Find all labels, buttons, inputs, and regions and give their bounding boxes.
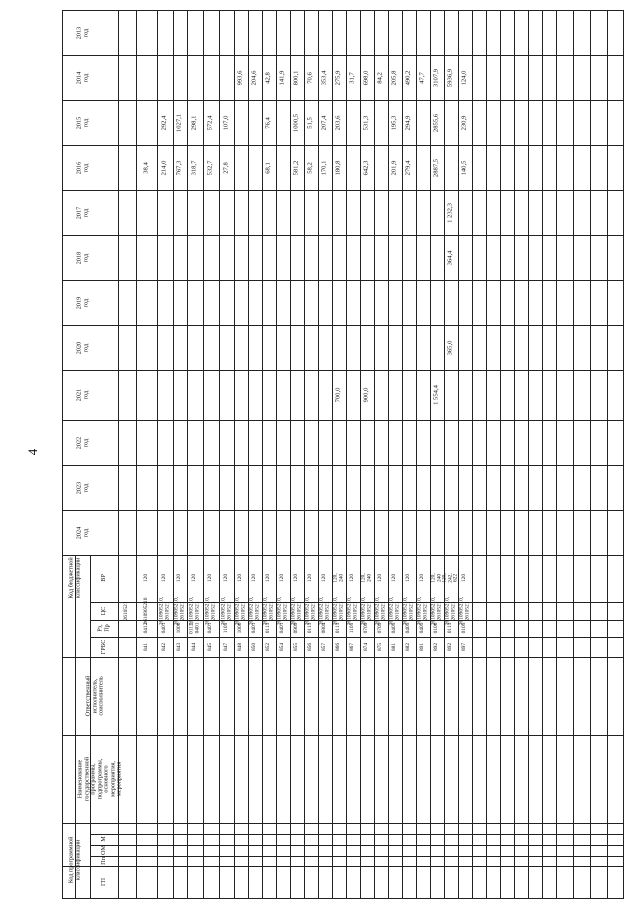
cell-cs: 2610905210, 2610521 [458, 596, 470, 626]
header-year-2018: 2018 год [75, 251, 89, 264]
cell-cs: 2610905210, 2610521 [304, 596, 316, 626]
cell-rzpr: 0401 [207, 622, 214, 634]
cell-cs: 2610905210, 2610521 [332, 596, 344, 626]
cell-cs: 2610905210, 2610521 [290, 596, 302, 626]
cell-vr: 120 [391, 573, 398, 583]
cell-value-2016: 180,8 [334, 160, 342, 175]
header-pgp: Пп [99, 857, 107, 865]
row-line [173, 10, 174, 898]
column-line [62, 100, 623, 101]
cell-value-2014: 47,7 [418, 71, 426, 84]
row-line [607, 10, 608, 898]
row-line [388, 10, 389, 898]
cell-cs: 2610905210, 2610521 [262, 596, 274, 626]
column-line [90, 856, 623, 857]
cell-cs: 2610905210 [142, 597, 149, 625]
column-line [90, 834, 623, 835]
column-line [62, 420, 623, 421]
cell-value-2018: 364,4 [446, 250, 454, 265]
cell-value-2015: 531,3 [362, 115, 370, 130]
cell-vr: 120 [293, 573, 300, 583]
cell-vr: 120 [265, 573, 272, 583]
cell-rzpr: 1105 [349, 622, 356, 634]
cell-vr: 120 [161, 573, 168, 583]
cell-grbs: 897 [461, 642, 468, 652]
cell-value-2016: 38,4 [142, 161, 150, 174]
row-line [514, 10, 515, 898]
cell-vr: 120 [321, 573, 328, 583]
header-name: Наименование государственной программы, подпрограммы, основного мероприятия, мероприятия [76, 756, 123, 802]
row-line [590, 10, 591, 898]
column-line [62, 145, 623, 146]
cell-cs: 2610905210, 2610521 [374, 596, 386, 626]
cell-grbs: 856 [307, 642, 314, 652]
column-line [62, 510, 623, 511]
cell-value-2016: 58,2 [306, 161, 314, 174]
row-line [318, 10, 319, 898]
cell-grbs: 854 [279, 642, 286, 652]
row-line [360, 10, 361, 898]
row-line [430, 10, 431, 898]
column-line [90, 637, 623, 638]
cell-rzpr: 0106 [433, 622, 440, 634]
cell-value-2015: 207,4 [320, 115, 328, 130]
row-line [472, 10, 473, 898]
row-line [304, 10, 305, 898]
cell-value-2020: 365,0 [446, 340, 454, 355]
row-line [500, 10, 501, 898]
cell-value-2017: 1 232,3 [446, 202, 454, 223]
cell-grbs: 855 [293, 642, 300, 652]
cell-grbs: 842 [161, 642, 168, 652]
cell-vr: 120 [222, 573, 229, 583]
cell-cs: 2610905210, 2610521 [360, 596, 372, 626]
header-year-2022: 2022 год [75, 436, 89, 449]
column-line [62, 325, 623, 326]
cell-value-2014: 70,6 [306, 71, 314, 84]
row-line [374, 10, 375, 898]
cell-vr: 120 [191, 573, 198, 583]
header-om: ОМ [99, 845, 107, 855]
cell-vr: 120 [207, 573, 214, 583]
row-line [444, 10, 445, 898]
column-line [62, 55, 623, 56]
row-line [402, 10, 403, 898]
row-line [136, 10, 137, 898]
cell-cs: 2610905210, 2610521 [416, 596, 428, 626]
row-line [203, 10, 204, 898]
cell-vr: 120 [176, 573, 183, 583]
cell-value-2015: 1000,5 [292, 113, 300, 132]
column-line [62, 370, 623, 371]
cell-value-2016: 2887,5 [432, 158, 440, 177]
cell-vr: 120, 240 [430, 573, 442, 583]
cell-value-2015: 230,9 [460, 115, 468, 130]
cell-value-2014: 141,9 [278, 70, 286, 85]
column-line [62, 823, 623, 824]
column-line [90, 845, 623, 846]
header-year-2021: 2021 год [75, 388, 89, 402]
header-vr: ВР [99, 574, 107, 582]
cell-grbs: 841 [142, 642, 149, 652]
column-line [62, 465, 623, 466]
row-line [528, 10, 529, 898]
header-gp: ГП [99, 877, 107, 887]
table-border [623, 10, 624, 899]
cell-cs: 2610905210, 2610521 [248, 596, 260, 626]
cell-value-2014: 42,8 [264, 71, 272, 84]
cell-cs: 2610905210, 2610521 [276, 596, 288, 626]
cell-value-2014: 275,9 [334, 70, 342, 85]
cell-value-2021: 1 554,4 [432, 385, 440, 405]
cell-rzpr: 0412 [142, 622, 149, 634]
row-line [187, 10, 188, 898]
cell-rzpr: 0405 [419, 622, 426, 634]
cell-value-2015: 76,4 [264, 116, 272, 129]
cell-cs: 2610905210, 2610521 [318, 596, 330, 626]
row-line [157, 10, 158, 898]
cell-rzpr: 0401 [279, 622, 286, 634]
cell-rzpr: 0709 [363, 622, 370, 634]
cell-cs: 2610905210, 2610521 [402, 596, 414, 626]
cell-value-2014: 3107,9 [432, 68, 440, 87]
cell-value-2014: 31,7 [348, 71, 356, 84]
cell-vr: 120 [349, 573, 356, 583]
cell-value-2016: 581,2 [292, 160, 300, 175]
cell-value-2021: 700,0 [334, 387, 342, 403]
cell-cs: 2610521 [123, 601, 130, 621]
header-year-2023: 2023 год [75, 481, 89, 494]
cell-rzpr: 0804 [321, 622, 328, 634]
cell-grbs: 848 [237, 642, 244, 652]
cell-rzpr: 0401 [251, 622, 258, 634]
cell-rzpr: 1006 [237, 622, 244, 634]
cell-value-2021: 900,0 [362, 387, 370, 403]
header-year-2016: 2016 год [75, 161, 89, 174]
cell-vr: 120 [405, 573, 412, 583]
cell-value-2016: 318,7 [190, 160, 198, 175]
cell-vr: 120 [279, 573, 286, 583]
cell-rzpr: 0405 [405, 622, 412, 634]
cell-rzpr: 0909 [293, 622, 300, 634]
row-line [290, 10, 291, 898]
column-line [62, 866, 623, 867]
cell-grbs: 843 [176, 642, 183, 652]
table-border [62, 10, 623, 11]
row-line [458, 10, 459, 898]
cell-value-2016: 140,5 [460, 160, 468, 175]
cell-cs: 2610905210, 2610521 [188, 596, 200, 626]
cell-cs: 2610905210, 2610521 [388, 596, 400, 626]
cell-value-2015: 292,4 [160, 115, 168, 130]
table-border [62, 10, 63, 898]
row-line [556, 10, 557, 898]
cell-rzpr: 0709 [377, 622, 384, 634]
column-line [62, 280, 623, 281]
row-line [248, 10, 249, 898]
cell-value-2014: 205,8 [390, 70, 398, 85]
column-line [62, 555, 623, 556]
cell-rzpr: 0113 [307, 622, 314, 634]
cell-vr: 120 [251, 573, 258, 583]
cell-vr: 120 [461, 573, 468, 583]
header-year-2019: 2019 год [75, 296, 89, 309]
cell-value-2014: 204,6 [250, 70, 258, 85]
cell-grbs: 881 [391, 642, 398, 652]
row-line [332, 10, 333, 898]
cell-rzpr: 1006 [176, 622, 183, 634]
cell-rzpr: 0105 [461, 622, 468, 634]
row-line [276, 10, 277, 898]
cell-grbs: 852 [265, 642, 272, 652]
column-line [62, 235, 623, 236]
cell-value-2014: 698,0 [362, 70, 370, 85]
row-line [234, 10, 235, 898]
cell-grbs: 867 [349, 642, 356, 652]
cell-vr: 120 [237, 573, 244, 583]
cell-grbs: 882 [405, 642, 412, 652]
header-year-2014: 2014 год [75, 71, 89, 84]
cell-vr: 120 [377, 573, 384, 583]
cell-grbs: 891 [419, 642, 426, 652]
cell-vr: 120, 242, 622 [441, 573, 459, 583]
cell-grbs: 892 [433, 642, 440, 652]
cell-value-2014: 84,2 [376, 71, 384, 84]
cell-vr: 120, 240 [360, 573, 372, 583]
cell-grbs: 892 [447, 642, 454, 652]
cell-cs: 2610905210, 2610521 [234, 596, 246, 626]
cell-value-2016: 68,1 [264, 161, 272, 174]
cell-cs: 2610905210, 2610521 [173, 596, 185, 626]
cell-vr: 120 [307, 573, 314, 583]
cell-rzpr: 0113, 0401 [188, 622, 200, 634]
cell-grbs: 845 [207, 642, 214, 652]
header-year-2013: 2013 год [75, 26, 89, 39]
cell-value-2014: 5936,9 [446, 68, 454, 87]
cell-rzpr: 0113 [335, 622, 342, 634]
cell-grbs: 847 [222, 642, 229, 652]
cell-value-2015: 107,0 [222, 115, 230, 130]
cell-value-2014: 800,1 [292, 70, 300, 85]
column-line [62, 190, 623, 191]
cell-value-2015: 572,4 [206, 115, 214, 130]
cell-value-2015: 195,3 [390, 115, 398, 130]
row-line [219, 10, 220, 898]
cell-vr: 120 [419, 573, 426, 583]
column-line [62, 657, 623, 658]
cell-rzpr: 0405 [391, 622, 398, 634]
cell-value-2016: 767,3 [175, 160, 183, 175]
row-line [416, 10, 417, 898]
cell-value-2015: 298,1 [190, 115, 198, 130]
header-year-2024: 2024 год [75, 526, 89, 539]
header-rzpr: Рз, Пр [96, 624, 110, 632]
row-line [486, 10, 487, 898]
row-line [346, 10, 347, 898]
cell-rzpr: 0113 [447, 622, 454, 634]
cell-cs: 2610905210, 2610521 [444, 596, 456, 626]
header-code-budget: Код бюджетной классификации [67, 557, 81, 599]
table-border [62, 898, 623, 899]
cell-grbs: 866 [335, 642, 342, 652]
cell-cs: 2610905210, 2610521 [346, 596, 358, 626]
cell-value-2015: 294,9 [404, 115, 412, 130]
cell-cs: 2610905210, 2610521 [219, 596, 232, 626]
header-year-2015: 2015 год [75, 116, 89, 129]
cell-value-2016: 642,3 [362, 160, 370, 175]
cell-cs: 2610905210, 2610521 [430, 596, 442, 626]
row-line [542, 10, 543, 898]
header-responsible: Ответственный исполнитель, соисполнитель [84, 675, 105, 717]
column-line [62, 735, 623, 736]
cell-value-2014: 993,6 [236, 70, 244, 85]
header-code-program: Код программной классификации [67, 836, 81, 884]
cell-value-2016: 27,8 [222, 161, 230, 174]
cell-value-2014: 353,4 [320, 70, 328, 85]
cell-value-2016: 170,1 [320, 160, 328, 175]
cell-value-2014: 124,0 [460, 70, 468, 85]
cell-grbs: 850 [251, 642, 258, 652]
cell-rzpr: 0401 [161, 622, 168, 634]
cell-value-2016: 279,4 [404, 160, 412, 175]
header-cs: ЦС [99, 606, 107, 616]
header-grbs: ГРБС [99, 639, 107, 655]
cell-grbs: 874 [363, 642, 370, 652]
cell-rzpr: 0113 [265, 622, 272, 634]
cell-value-2015: 2855,6 [432, 113, 440, 132]
cell-value-2016: 214,0 [160, 160, 168, 175]
header-m: М [99, 836, 107, 842]
cell-vr: 120, 240 [332, 573, 344, 583]
cell-rzpr: 1105 [222, 622, 229, 634]
cell-value-2016: 532,7 [206, 160, 214, 175]
cell-value-2016: 201,9 [390, 160, 398, 175]
cell-cs: 2610905210, 2610521 [204, 596, 216, 626]
cell-value-2014: 490,2 [404, 70, 412, 85]
cell-grbs: 875 [377, 642, 384, 652]
row-line [262, 10, 263, 898]
cell-cs: 2610905210, 2610521 [158, 596, 170, 626]
page-number: 4 [25, 448, 40, 456]
cell-value-2015: 203,6 [334, 115, 342, 130]
cell-value-2015: 1027,1 [175, 113, 183, 132]
cell-value-2015: 51,5 [306, 116, 314, 129]
header-year-2020: 2020 год [75, 341, 89, 354]
cell-vr: 120 [142, 573, 149, 583]
cell-grbs: 844 [191, 642, 198, 652]
cell-grbs: 857 [321, 642, 328, 652]
header-year-2017: 2017 год [75, 206, 89, 219]
row-line [573, 10, 574, 898]
